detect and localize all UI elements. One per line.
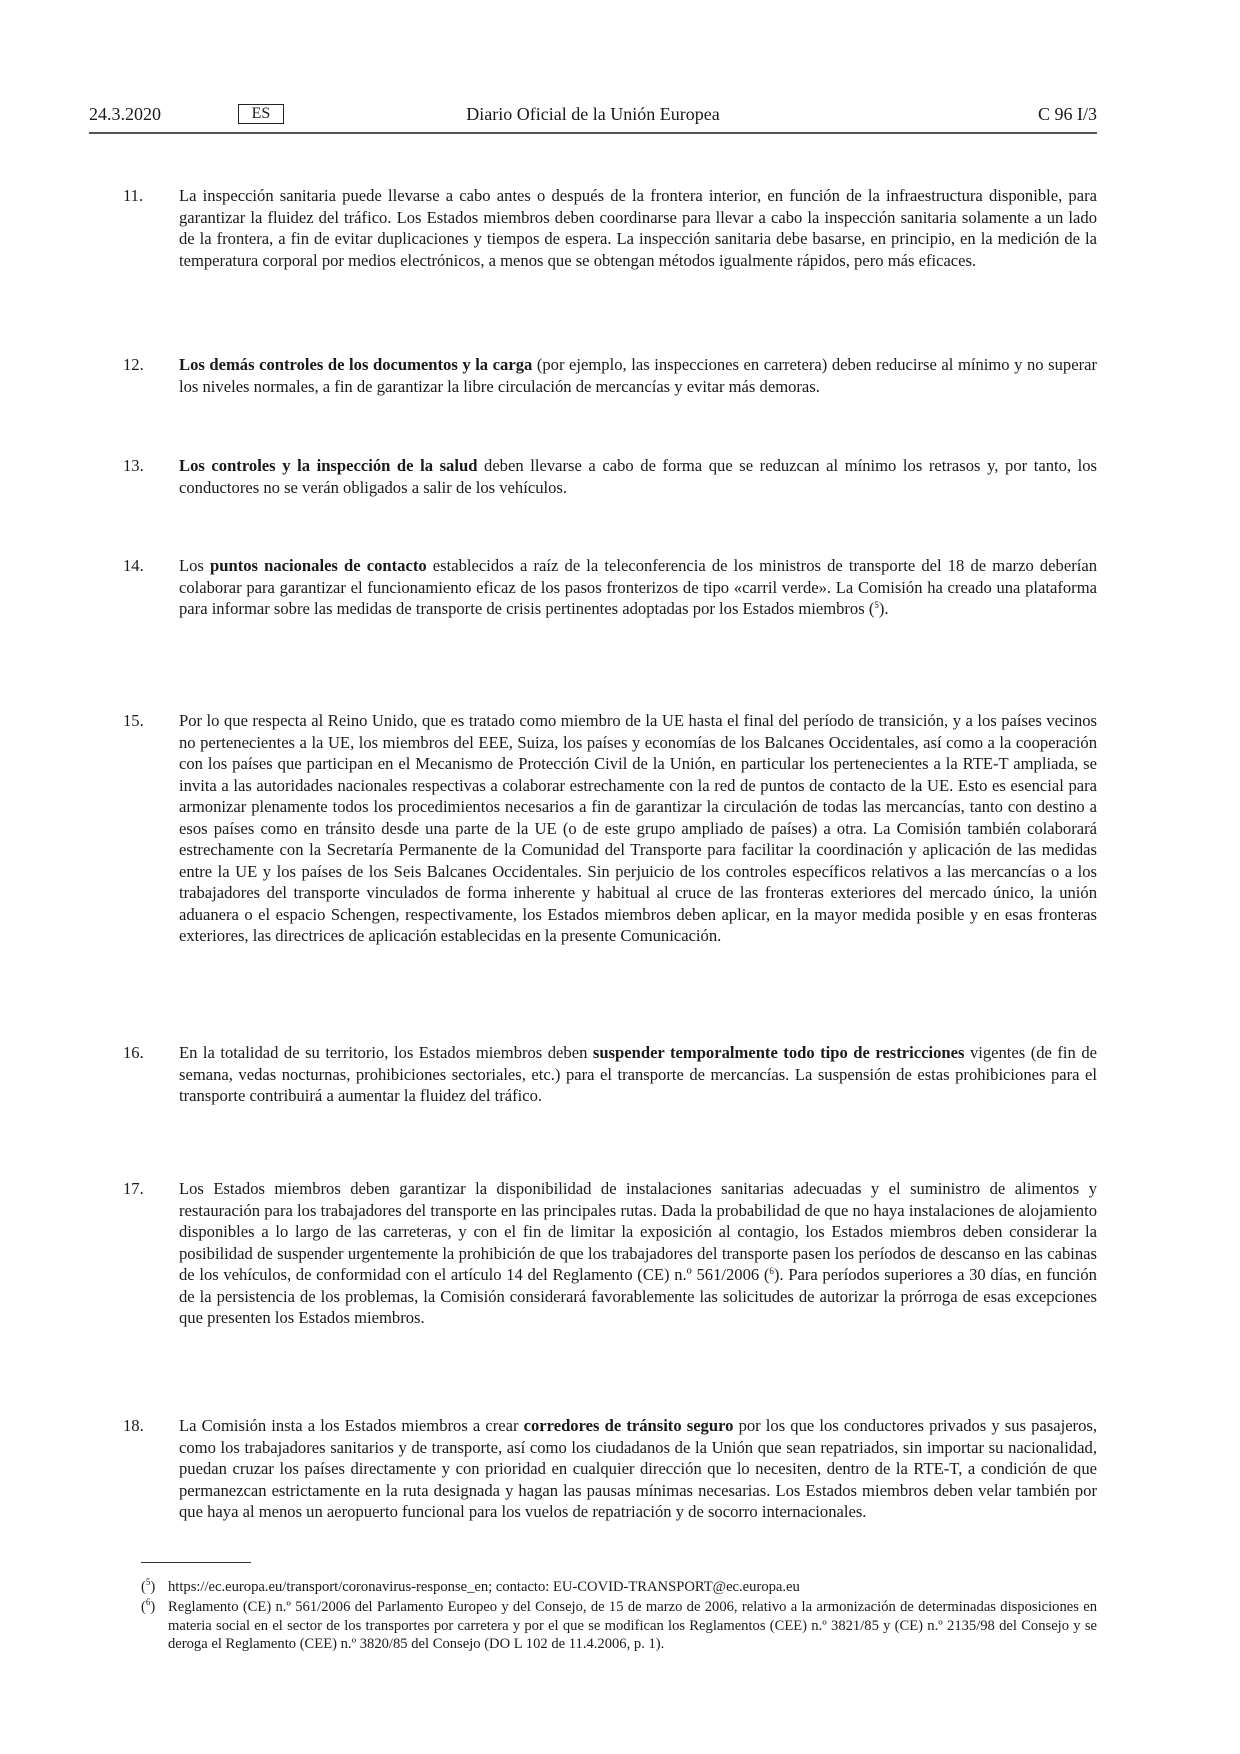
text-run: por los que los conductores privados y sus pasajeros, como los trabajadores sanitarios y de transporte, así como los ciudadanos de la Unión que sean repatriados, sin importar su nacionalidad, puedan cruzar los países directamente y con prioridad en cualquier dirección que lo necesiten, dentro de la RTE-T, a condición de que permanezcan estrictamente en la ruta designada y hagan las pausas mínimas necesarias. Los Estados miembros deben velar también por que haya al menos un aeropuerto funcional para los vuelos de repatriación y de socorro internacionales.: [179, 1416, 1097, 1521]
footnote-reference: 5: [874, 600, 879, 610]
journal-title: Diario Oficial de la Unión Europea: [466, 104, 720, 124]
paragraph-11: [123, 185, 1097, 271]
footnote-mark: ($^5$): [141, 1577, 156, 1595]
paragraph-text: [179, 455, 1097, 498]
paragraph-text: [179, 1042, 1097, 1107]
paragraph-number: 17.: [123, 1179, 144, 1198]
paragraph-18: [123, 1415, 1097, 1523]
footnote-text: Reglamento (CE) n.º 561/2006 del Parlamento Europeo y del Consejo, de 15 de marzo de 2006, relativo a la armonización de determinadas disposiciones en materia social en el sector de los transportes por carretera y por el que se modifican los Reglamentos (CEE) n.º 3821/85 y (CE) n.º 2135/98 del Consejo y se deroga el Reglamento (CEE) n.º 3820/85 del Consejo (DO L 102 de 11.4.2006, p. 1).: [168, 1599, 1097, 1652]
text-run: Los: [179, 556, 211, 575]
paragraph-text: [179, 555, 1097, 620]
text-run: En la totalidad de su territorio, los Estados miembros deben: [179, 1043, 593, 1062]
footnote-separator: [141, 1562, 251, 1563]
paragraph-text: [179, 1178, 1097, 1329]
text-run: (por ejemplo, las inspecciones en carretera) deben reducirse al mínimo y no superar los niveles normales, a fin de garantizar la libre circulación de mercancías y evitar más demoras.: [179, 355, 1097, 396]
paragraph-text: [179, 354, 1097, 397]
page-number: C 96 I/3: [1037, 104, 1097, 124]
paragraph-14: [123, 555, 1097, 620]
text-run: La Comisión insta a los Estados miembros a crear: [179, 1416, 524, 1435]
footnote-6: [141, 1598, 1097, 1654]
paragraph-number: 15.: [123, 711, 144, 730]
emphasis-text: suspender temporalmente todo tipo de restricciones: [592, 1043, 965, 1062]
paragraph-15: [123, 710, 1097, 947]
header-rule: [89, 132, 1097, 134]
paragraph-number: 16.: [123, 1043, 144, 1062]
paragraph-text: [179, 1415, 1097, 1523]
paragraph-number: 18.: [123, 1416, 144, 1435]
text-run: La inspección sanitaria puede llevarse a cabo antes o después de la frontera interior, en función de la infraestructura disponible, para garantizar la fluidez del tráfico. Los Estados miembros deben coordinarse para llevar a cabo la inspección sanitaria solamente a un lado de la frontera, a fin de evitar duplicaciones y tiempos de espera. La inspección sanitaria debe basarse, en principio, en la medición de la temperatura corporal por medios electrónicos, a menos que se obtengan métodos igualmente rápidos, pero más eficaces.: [179, 186, 1097, 270]
text-run: deben llevarse a cabo de forma que se reduzcan al mínimo los retrasos y, por tanto, los conductores no se verán obligados a salir de los vehículos.: [179, 456, 1098, 497]
language-badge: ES: [238, 104, 284, 124]
page-header: [89, 98, 1097, 134]
footnote-mark: ($^6$): [141, 1597, 156, 1615]
text-run: vigentes (de fin de semana, vedas nocturnas, prohibiciones sectoriales, etc.) para el transporte de mercancías. La suspensión de estas prohibiciones para el transporte contribuirá a aumentar la fluidez del tráfico.: [179, 1043, 1097, 1105]
text-run: Los Estados miembros deben garantizar la disponibilidad de instalaciones sanitarias adecuadas y el suministro de alimentos y restauración para los trabajadores del transporte en las principales rutas. Dada la probabilidad de que no haya instalaciones de alojamiento disponibles a lo largo de las carreteras, y con el fin de limitar la exposición al contagio, los Estados miembros deben considerar la posibilidad de suspender urgentemente la prohibición de que los trabajadores del transporte pasen los períodos de descanso en las cabinas de los vehículos, de conformidad con el artículo 14 del Reglamento (CE) n.º 561/2006 (: [179, 1179, 1097, 1284]
paragraph-number: 11.: [123, 186, 144, 205]
paragraph-number: 14.: [123, 556, 144, 575]
text-run: Por lo que respecta al Reino Unido, que es tratado como miembro de la UE hasta el final del período de transición, y a los países vecinos no pertenecientes a la UE, los miembros del EEE, Suiza, los países y economías de los Balcanes Occidentales, así como a la cooperación con los países que participan en el Mecanismo de Protección Civil de la Unión, en particular los pertenecientes a la RTE-T ampliada, se invita a las autoridades nacionales respectivas a colaborar estrechamente con la red de puntos de contacto de la UE. Esto es esencial para armonizar plenamente todos los procedimientos necesarios a fin de garantizar la circulación de todas las mercancías, tanto con destino a esos países como en tránsito desde una parte de la UE (o de este grupo ampliado de países) a otra. La Comisión también colaborará estrechamente con la Secretaría Permanente de la Comunidad del Transporte para facilitar la coordinación y aplicación de las medidas entre la UE y los países de los Seis Balcanes Occidentales. Sin perjuicio de los controles específicos relativos a las mercancías o a los trabajadores del transporte vinculados de forma inherente y habitual al cruce de las fronteras exteriores del mercado único, la unión aduanera o el espacio Schengen, respectivamente, los Estados miembros deben aplicar, en la mayor medida posible y en esas fronteras exteriores, las directrices de aplicación establecidas en la presente Comunicación.: [179, 711, 1097, 945]
emphasis-text: Los demás controles de los documentos y la carga: [179, 355, 533, 374]
footnote-5: [141, 1578, 1097, 1597]
footnote-text: https://ec.europa.eu/transport/coronavirus-response_en; contacto: EU-COVID-TRANSPORT@ec.europa.eu: [168, 1579, 800, 1595]
emphasis-text: puntos nacionales de contacto: [210, 556, 427, 575]
paragraph-12: [123, 354, 1097, 397]
paragraph-17: [123, 1178, 1097, 1329]
emphasis-text: Los controles y la inspección de la salud: [179, 456, 478, 475]
text-run: ). Para períodos superiores a 30 días, en función de la persistencia de los problemas, la Comisión considerará favorablemente las solicitudes de autorizar la prórroga de esas excepciones que presenten los Estados miembros.: [179, 1265, 1097, 1327]
publication-date: 24.3.2020: [89, 104, 161, 124]
paragraph-13: [123, 455, 1098, 498]
paragraph-text: [179, 710, 1097, 947]
paragraph-number: 12.: [123, 355, 144, 374]
paragraph-16: [123, 1042, 1097, 1107]
paragraph-text: [179, 185, 1097, 271]
emphasis-text: corredores de tránsito seguro: [523, 1416, 734, 1435]
text-run: ).: [878, 599, 889, 618]
text-run: establecidos a raíz de la teleconferencia de los ministros de transporte del 18 de marzo deberían colaborar para garantizar el funcionamiento eficaz de los pasos fronterizos de tipo «carril verde». La Comisión ha creado una plataforma para informar sobre las medidas de transporte de crisis pertinentes adoptadas por los Estados miembros (: [179, 556, 1097, 618]
paragraph-number: 13.: [123, 456, 144, 475]
footnote-reference: 6: [769, 1266, 774, 1276]
